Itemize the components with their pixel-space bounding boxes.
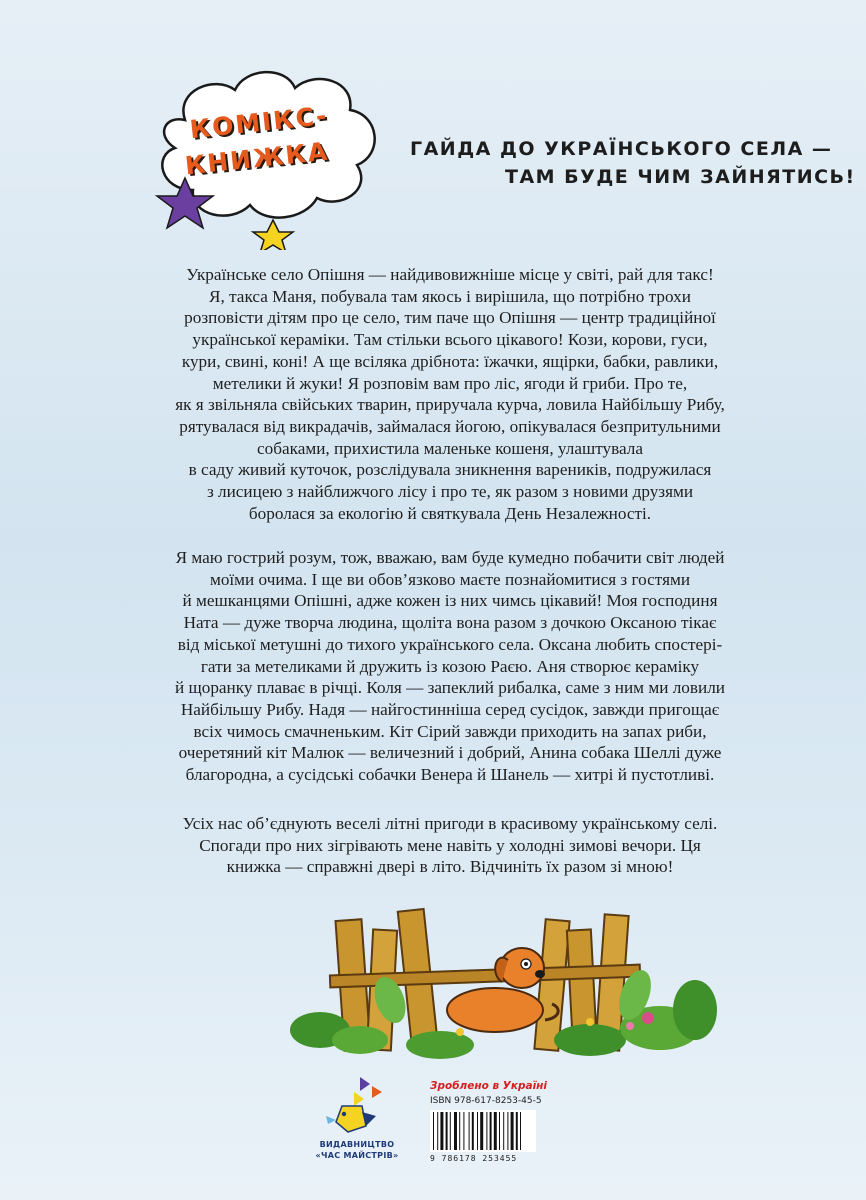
text-line: української кераміки. Там стільки всього цікавого! Кози, корови, гуси, xyxy=(192,330,708,350)
text-line: Усіх нас об’єднують веселі літні пригоди в красивому українському селі. xyxy=(182,814,718,833)
characters-paragraph xyxy=(170,547,730,786)
text-line: Українське село Опішня — найдивовижніше місце у світі, рай для такс! xyxy=(186,265,714,284)
text-line: й щоранку плаває в річці. Коля — запеклий рибалка, саме з ним ми ловили xyxy=(175,678,725,698)
text-line: Спогади про них зігрівають мене навіть у холодні зимові вечори. Ця xyxy=(199,835,701,855)
barcode-bar xyxy=(503,1112,504,1150)
text-line: Ната — дуже творча людина, щоліта вона разом з дочкою Оксаною тікає xyxy=(183,613,717,633)
barcode-bar xyxy=(494,1112,497,1150)
text-line: книжка — справжні двері в літо. Відчиніть їх разом зі мною! xyxy=(226,857,674,877)
made-in-label: Зроблено в Україні xyxy=(430,1080,548,1092)
tagline-line-2: ТАМ БУДЕ ЧИМ ЗАЙНЯТИСЬ! xyxy=(505,166,856,188)
badge-line-2: КНИЖКА xyxy=(183,136,331,181)
barcode-bar xyxy=(472,1112,474,1150)
text-line: як я звільняла свійських тварин, приручала курча, ловила Найбільшу Рибу, xyxy=(175,395,725,415)
text-line: Я маю гострий розум, тож, вважаю, вам буде кумедно побачити світ людей xyxy=(175,548,725,567)
publisher-name-line-1: ВИДАВНИЦТВО xyxy=(319,1140,395,1149)
text-line: моїми очима. І ще ви обов’язково маєте познайомитися з гостями xyxy=(209,569,691,589)
barcode-bar xyxy=(450,1112,451,1150)
barcode-bar xyxy=(511,1112,514,1150)
text-line: боролася за екологію й святкувала День Незалежності. xyxy=(248,503,652,523)
yellow-star-icon xyxy=(253,220,293,250)
text-line: благородна, а сусідські собачки Венера й Шанель — хитрі й пустотливі. xyxy=(185,765,715,785)
text-line: метелики й жуки! Я розповім вам про ліс, ягоди й гриби. Про те, xyxy=(212,373,688,393)
barcode-bar xyxy=(477,1112,478,1150)
text-line: рятувалася від викрадачів, займалася йогою, опікувалася безпритульними xyxy=(179,416,721,436)
text-line: собаками, прихистила маленьке кошеня, улаштувала xyxy=(257,438,643,458)
publisher-name-line-2: «ЧАС МАЙСТРІВ» xyxy=(315,1151,399,1160)
barcode-bar xyxy=(499,1112,500,1150)
text-line: розповісти дітям про це село, тим паче що Опішня — центр традиційної xyxy=(184,308,716,328)
tagline-line-1: ГАЙДА ДО УКРАЇНСЬКОГО СЕЛА — xyxy=(410,138,833,160)
barcode-bar xyxy=(454,1112,457,1150)
barcode-bar xyxy=(490,1112,492,1150)
barcode-bar xyxy=(469,1112,470,1150)
isbn-label: ISBN 978-617-8253-45-5 xyxy=(430,1096,542,1106)
barcode-bar xyxy=(446,1112,448,1150)
barcode-bar xyxy=(480,1112,483,1150)
barcode-bar xyxy=(520,1112,521,1150)
text-line: очеретяний кіт Малюк — величезний і добрий, Анина собака Шеллі дуже xyxy=(178,743,722,763)
barcode-icon xyxy=(430,1110,536,1152)
text-line: Найбільшу Рибу. Надя — найгостинніша серед сусідок, завжди пригощає xyxy=(180,699,720,719)
badge-line-1: КОМІКС- xyxy=(188,100,330,145)
text-line: гати за метеликами й дружить із козою Раєю. Аня створює кераміку xyxy=(200,656,700,676)
text-line: в саду живий куточок, розслідувала зникнення вареників, подружилася xyxy=(188,460,712,480)
barcode-bar xyxy=(440,1112,443,1150)
barcode-number: 9 786178 253455 xyxy=(430,1154,518,1163)
barcode-bar xyxy=(433,1112,434,1150)
text-line: від міської метушні до тихого українського села. Оксана любить спостері- xyxy=(177,634,723,654)
text-line: кури, свині, коні! А ще всіляка дрібнота: їжачки, ящірки, бабки, равлики, xyxy=(181,351,719,371)
barcode-bar xyxy=(437,1112,438,1150)
barcode-bar xyxy=(459,1112,460,1150)
text-line: всіх чимось смачненьким. Кіт Сірий завжди приходить на запах риби, xyxy=(193,721,707,741)
text-line: Я, такса Маня, побувала там якось і вирішила, що потрібно трохи xyxy=(209,286,691,306)
intro-paragraph xyxy=(170,264,730,524)
comic-book-badge xyxy=(145,60,385,250)
barcode-bar xyxy=(486,1112,487,1150)
text-line: з лисицею з найближчого лісу і про те, як разом з новими друзями xyxy=(206,482,694,502)
barcode-bar xyxy=(516,1112,518,1150)
closing-paragraph xyxy=(170,813,730,878)
barcode-bar xyxy=(463,1112,464,1150)
barcode-bar xyxy=(507,1112,508,1150)
text-line: й мешканцями Опішні, адже кожен із них чимсь цікавий! Моя господиня xyxy=(182,591,718,611)
dog-fence-illustration xyxy=(290,900,720,1060)
